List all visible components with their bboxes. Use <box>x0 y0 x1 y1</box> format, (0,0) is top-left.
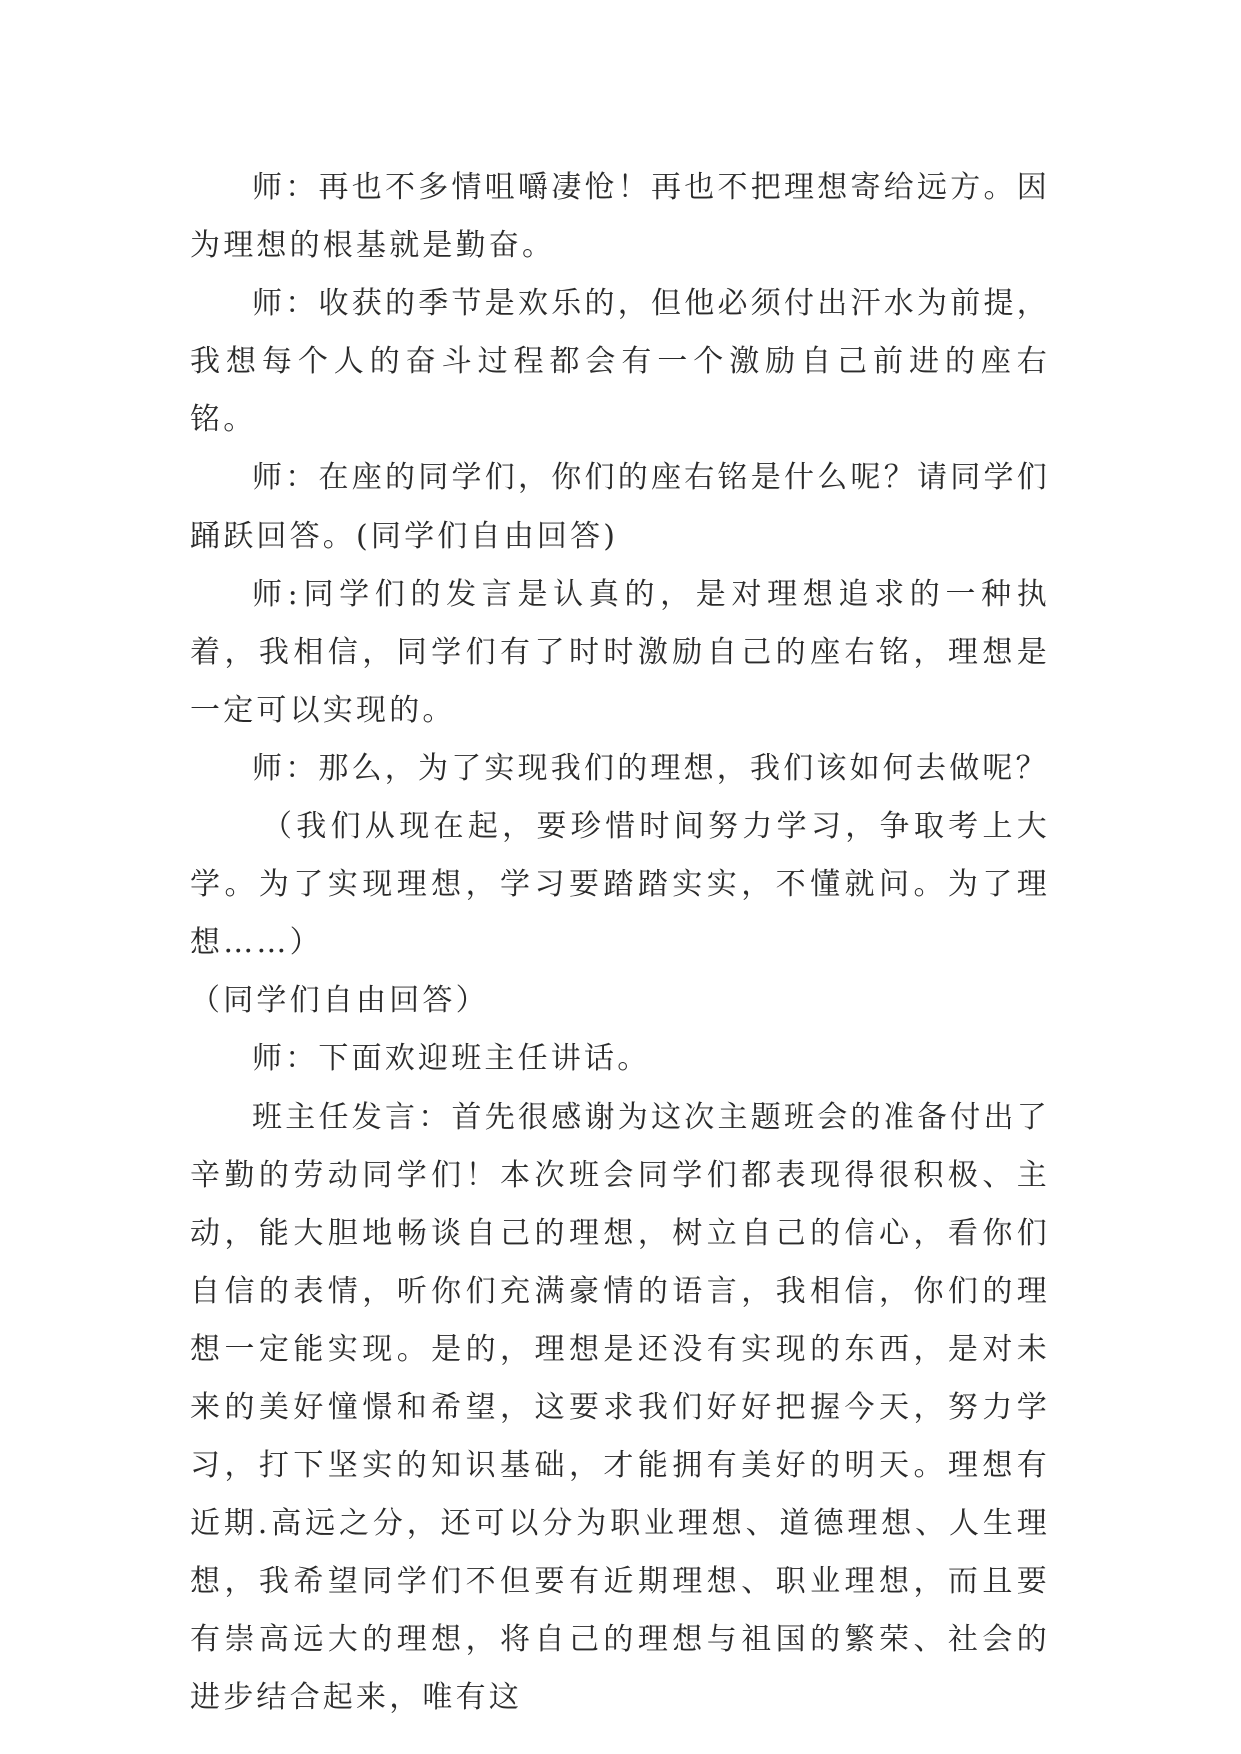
document-body <box>190 159 1050 1728</box>
paragraph-teacher-6: 师：下面欢迎班主任讲话。 <box>252 1041 651 1077</box>
paragraph-teacher-3: 师：在座的同学们，你们的座右铭是什么呢？请同学们踊跃回答。(同学们自由回答) <box>190 460 1050 554</box>
paragraph-teacher-4: 师:同学们的发言是认真的，是对理想追求的一种执着，我相信，同学们有了时时激励自己的座右铭，理想是一定可以实现的。 <box>190 576 1050 728</box>
paragraph-student-answer: （我们从现在起，要珍惜时间努力学习，争取考上大学。为了实现理想，学习要踏踏实实，不懂就问。为了理想……） <box>190 809 1050 961</box>
paragraph-head-teacher-speech: 班主任发言：首先很感谢为这次主题班会的准备付出了辛勤的劳动同学们！本次班会同学们都表现得很积极、主动，能大胆地畅谈自己的理想，树立自己的信心，看你们自信的表情，听你们充满豪情的语言，我相信，你们的理想一定能实现。是的，理想是还没有实现的东西，是对未来的美好憧憬和希望，这要求我们好好把握今天，努力学习，打下坚实的知识基础，才能拥有美好的明天。理想有近期.高远之分，还可以分为职业理想、道德理想、人生理想，我希望同学们不但要有近期理想、职业理想，而且要有崇高远大的理想，将自己的理想与祖国的繁荣、社会的进步结合起来，唯有这 <box>190 1099 1050 1716</box>
paragraph-teacher-1: 师：再也不多情咀嚼凄怆！再也不把理想寄给远方。因为理想的根基就是勤奋。 <box>190 170 1050 264</box>
paragraph-teacher-5: 师：那么，为了实现我们的理想，我们该如何去做呢？ <box>252 750 1049 786</box>
paragraph-teacher-2: 师：收获的季节是欢乐的，但他必须付出汗水为前提，我想每个人的奋斗过程都会有一个激励自己前进的座右铭。 <box>190 286 1050 438</box>
paragraph-free-answer: （同学们自由回答） <box>190 983 489 1019</box>
